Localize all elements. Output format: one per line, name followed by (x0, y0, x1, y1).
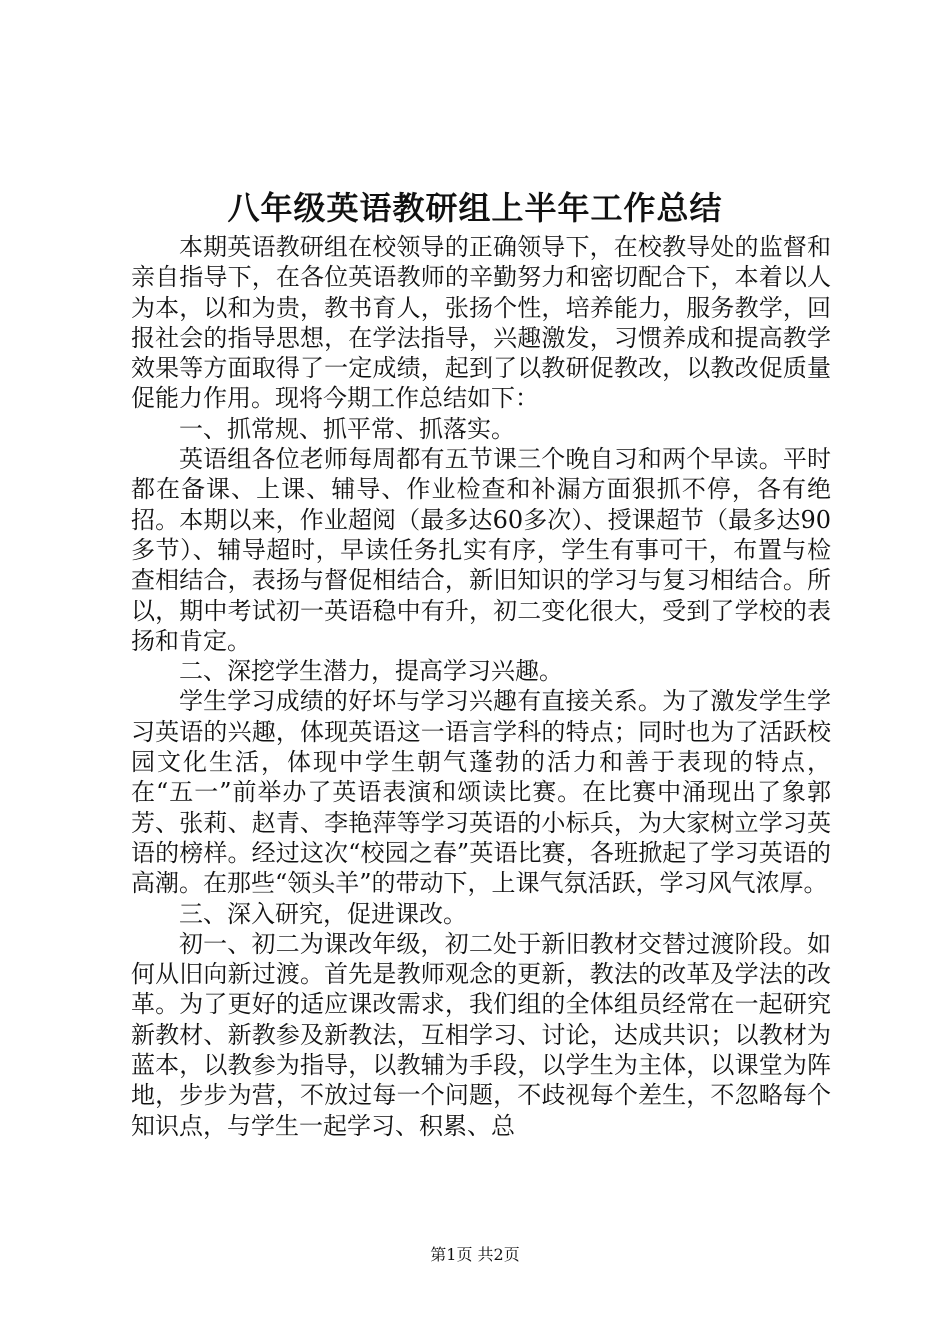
paragraph-section-3: 初一、初二为课改年级，初二处于新旧教材交替过渡阶段。如何从旧向新过渡。首先是教师观念的更新，教法的改革及学法的改革。为了更好的适应课改需求，我们组的全体组员经常在一起研究新教材、新教参及新教法，互相学习、讨论，达成共识；以教材为蓝本，以教参为指导，以教辅为手段，以学生为主体，以课堂为阵地，步步为营，不放过每一个问题，不歧视每个差生，不忽略每个知识点，与学生一起学习、积累、总 (131, 929, 831, 1140)
paragraph-section-2: 学生学习成绩的好坏与学习兴趣有直接关系。为了激发学生学习英语的兴趣，体现英语这一语言学科的特点；同时也为了活跃校园文化生活，体现中学生朝气蓬勃的活力和善于表现的特点，在“五一”前举办了英语表演和颂读比赛。在比赛中涌现出了象郭芳、张莉、赵青、李艳萍等学习英语的小标兵，为大家树立学习英语的榜样。经过这次“校园之春”英语比赛，各班掀起了学习英语的高潮。在那些“领头羊”的带动下，上课气氛活跃，学习风气浓厚。 (131, 687, 831, 898)
document-title: 八年级英语教研组上半年工作总结 (227, 189, 723, 227)
paragraph-intro: 本期英语教研组在校领导的正确领导下，在校教导处的监督和亲自指导下，在各位英语教师的辛勤努力和密切配合下，本着以人为本，以和为贵，教书育人，张扬个性，培养能力，服务教学，回报社会的指导思想，在学法指导，兴趣激发，习惯养成和提高教学效果等方面取得了一定成绩，起到了以教研促教改，以教改促质量促能力作用。现将今期工作总结如下： (131, 233, 831, 413)
page-footer: 第1页 共2页 (430, 1245, 520, 1264)
paragraph-section-1: 英语组各位老师每周都有五节课三个晚自习和两个早读。平时都在备课、上课、辅导、作业检查和补漏方面狠抓不停，各有绝招。本期以来，作业超阅（最多达60多次）、授课超节（最多达90多节）、辅导超时，早读任务扎实有序，学生有事可干，布置与检查相结合，表扬与督促相结合，新旧知识的学习与复习相结合。所以，期中考试初一英语稳中有升，初二变化很大，受到了学校的表扬和肯定。 (131, 445, 831, 655)
document-body (131, 232, 831, 1141)
section-heading-3: 三、深入研究，促进课改。 (179, 899, 467, 928)
section-heading-1: 一、抓常规、抓平常、抓落实。 (179, 414, 515, 443)
section-heading-2: 二、深挖学生潜力，提高学习兴趣。 (179, 657, 563, 686)
